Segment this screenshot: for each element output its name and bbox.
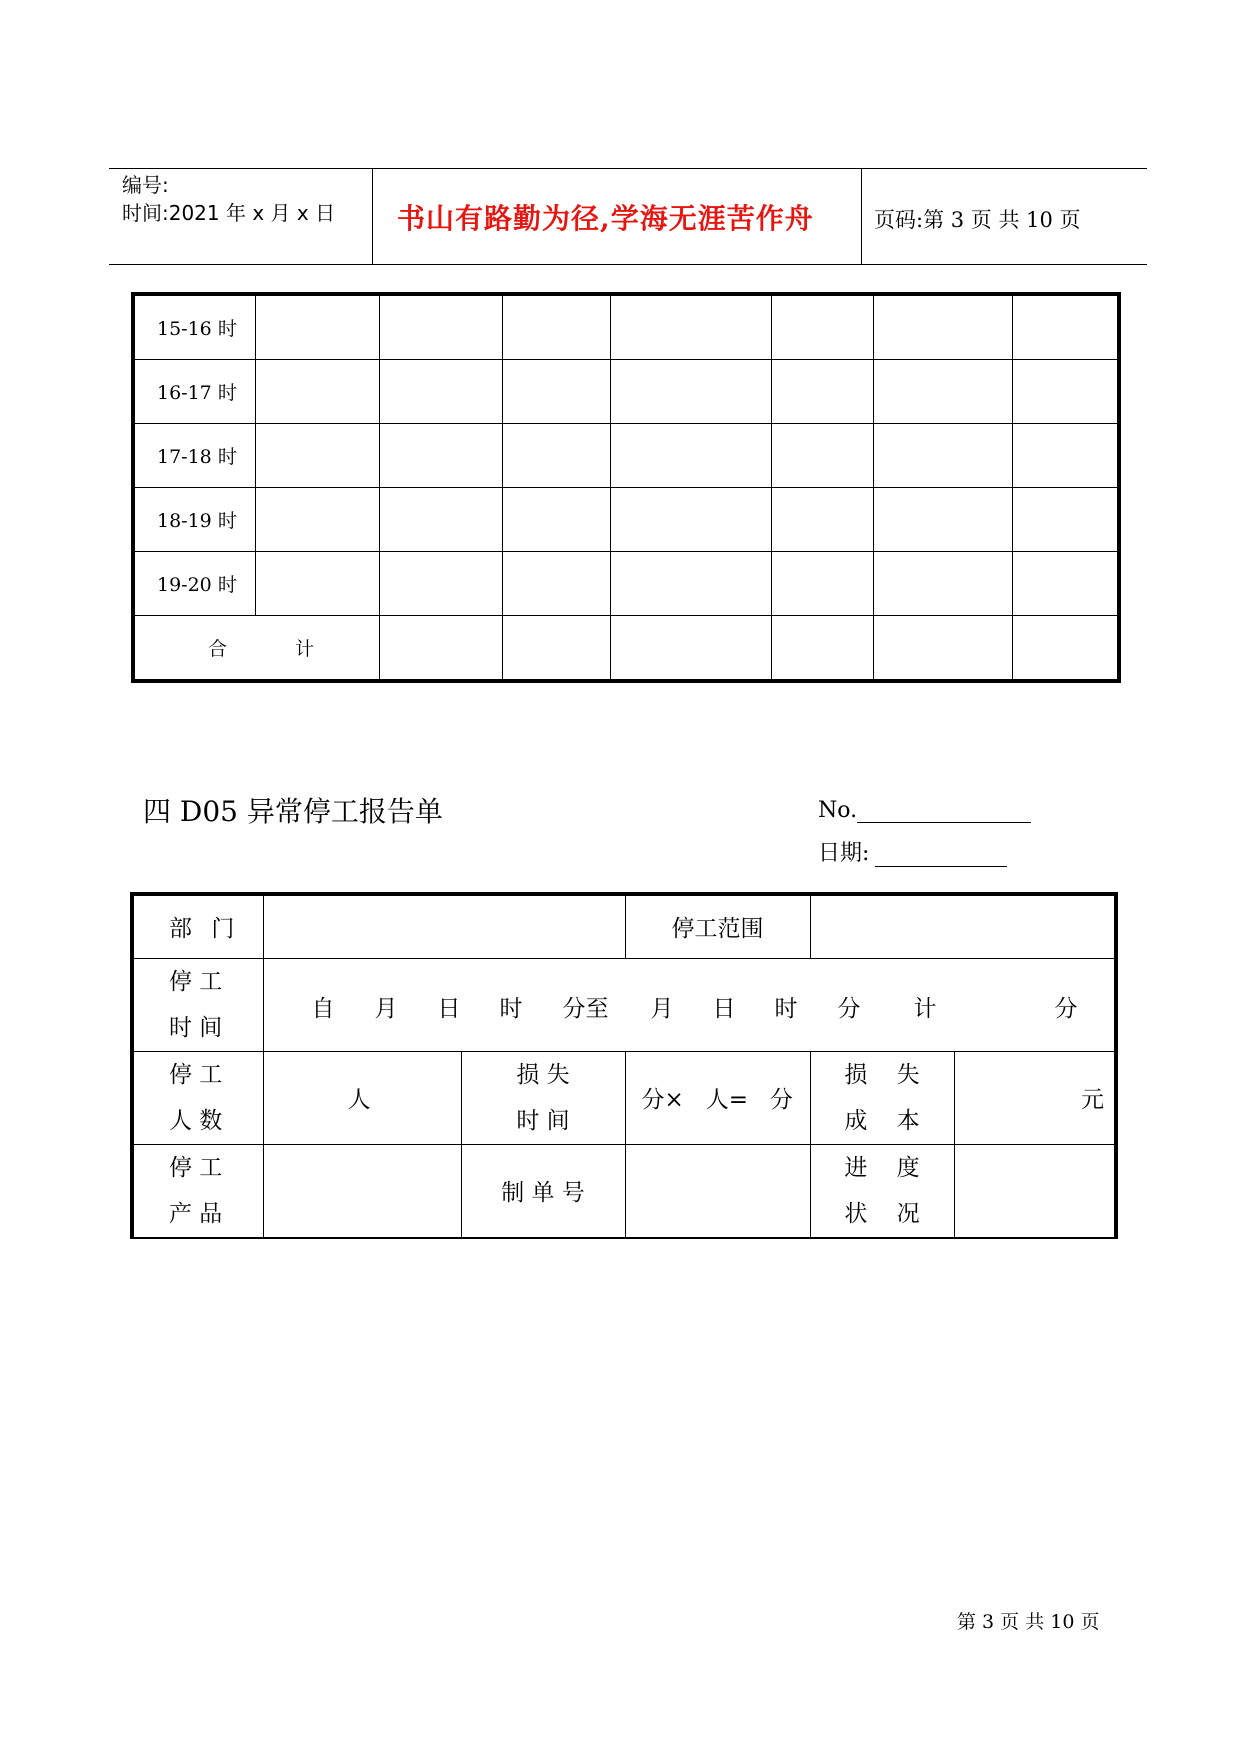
table-cell[interactable] — [502, 294, 610, 360]
table-cell[interactable] — [502, 488, 610, 552]
table-cell[interactable] — [379, 488, 502, 552]
table-row — [133, 294, 1119, 360]
people-unit: 人 — [347, 1087, 371, 1113]
time-total: 计 — [913, 995, 937, 1022]
loss-cost-label-2: 成 本 — [844, 1107, 920, 1134]
time-day-2: 日 — [712, 995, 736, 1022]
table-cell[interactable] — [379, 424, 502, 488]
cost-unit: 元 — [1081, 1087, 1104, 1113]
table-row-total — [133, 616, 1119, 682]
table-cell[interactable] — [1012, 294, 1119, 360]
order-label: 制 单 号 — [461, 1144, 625, 1238]
table-cell[interactable] — [255, 424, 379, 488]
table-cell[interactable] — [1012, 616, 1119, 682]
table-cell[interactable] — [873, 294, 1012, 360]
table-cell[interactable] — [873, 488, 1012, 552]
table-row — [132, 1144, 1116, 1238]
table-cell[interactable] — [379, 552, 502, 616]
table-cell[interactable] — [873, 552, 1012, 616]
table-cell[interactable] — [379, 616, 502, 682]
table-cell[interactable] — [610, 616, 771, 682]
hour-label: 19-20 时 — [133, 552, 255, 616]
dept-label-cell — [132, 894, 263, 958]
order-field[interactable] — [625, 1144, 810, 1238]
range-label: 停工范围 — [625, 894, 810, 958]
hour-label: 18-19 时 — [133, 488, 255, 552]
hour-label: 17-18 时 — [133, 424, 255, 488]
table-row — [133, 360, 1119, 424]
stop-time-label-cell — [132, 958, 263, 1051]
progress-label-1: 进 度 — [844, 1154, 920, 1181]
stoppage-report-table — [130, 892, 1118, 1239]
table-cell[interactable] — [610, 488, 771, 552]
table-cell[interactable] — [1012, 488, 1119, 552]
table-cell[interactable] — [771, 360, 873, 424]
time-day-1: 日 — [437, 995, 461, 1022]
people-label-1: 停 工 — [169, 1061, 223, 1088]
table-cell[interactable] — [1012, 360, 1119, 424]
hour-label: 15-16 时 — [133, 294, 255, 360]
table-cell[interactable] — [771, 488, 873, 552]
table-cell[interactable] — [255, 294, 379, 360]
table-cell[interactable] — [379, 294, 502, 360]
stop-time-label-2: 时 间 — [169, 1014, 223, 1041]
people-field[interactable] — [263, 1051, 461, 1144]
progress-label-cell — [810, 1144, 954, 1238]
table-row — [133, 488, 1119, 552]
table-cell[interactable] — [610, 424, 771, 488]
total-label-1: 合 — [208, 638, 228, 660]
header-page-info: 页码:第 3 页 共 10 页 — [874, 208, 1081, 232]
header-bottom-rule — [109, 264, 1147, 265]
table-row — [132, 958, 1116, 1051]
time-label: 时间:2021 年 x 月 x 日 — [122, 201, 336, 225]
dept-field[interactable] — [263, 894, 625, 958]
date-label: 日期: — [818, 841, 870, 866]
table-row — [133, 552, 1119, 616]
header-divider-left — [372, 168, 373, 264]
stop-time-field[interactable] — [263, 958, 1116, 1051]
cost-field[interactable] — [954, 1051, 1116, 1144]
dept-label-1: 部 — [169, 916, 192, 943]
header-meta — [122, 171, 335, 227]
product-label-1: 停 工 — [169, 1154, 223, 1181]
form-date — [818, 836, 1007, 867]
table-cell[interactable] — [771, 616, 873, 682]
total-label-2: 计 — [295, 638, 315, 660]
total-label — [133, 616, 379, 682]
table-cell[interactable] — [771, 424, 873, 488]
form-number — [818, 798, 1031, 823]
loss-time-label-1: 损 失 — [516, 1061, 570, 1088]
table-cell[interactable] — [1012, 552, 1119, 616]
table-cell[interactable] — [873, 424, 1012, 488]
time-month-1: 月 — [374, 995, 398, 1022]
table-cell[interactable] — [873, 616, 1012, 682]
dept-label-2: 门 — [211, 916, 235, 943]
product-label-cell — [132, 1144, 263, 1238]
stop-time-label-1: 停 工 — [169, 968, 223, 995]
form-title: 四 D05 异常停工报告单 — [143, 795, 443, 828]
table-cell[interactable] — [610, 360, 771, 424]
time-total-minutes: 分 — [1054, 995, 1078, 1022]
table-cell[interactable] — [610, 294, 771, 360]
table-cell[interactable] — [379, 360, 502, 424]
table-cell[interactable] — [771, 552, 873, 616]
time-minute-2: 分 — [837, 995, 861, 1022]
table-cell[interactable] — [255, 360, 379, 424]
header-top-rule — [109, 168, 1147, 169]
time-hour-1: 时 — [499, 995, 523, 1022]
table-cell[interactable] — [873, 360, 1012, 424]
people-label-2: 人 数 — [169, 1107, 223, 1134]
date-field[interactable] — [875, 844, 1007, 867]
loss-formula-field[interactable]: 分× 人= 分 — [625, 1051, 810, 1144]
footer-page: 第 3 页 共 10 页 — [957, 1611, 1100, 1633]
people-label-cell — [132, 1051, 263, 1144]
table-row — [132, 1051, 1116, 1144]
table-row — [133, 424, 1119, 488]
table-cell[interactable] — [255, 552, 379, 616]
table-cell[interactable] — [610, 552, 771, 616]
loss-time-label-2: 时 间 — [516, 1107, 570, 1134]
table-cell[interactable] — [771, 294, 873, 360]
product-field[interactable] — [263, 1144, 461, 1238]
table-cell[interactable] — [502, 552, 610, 616]
table-cell[interactable] — [502, 424, 610, 488]
hourly-table — [131, 292, 1121, 683]
loss-cost-label-1: 损 失 — [844, 1061, 920, 1088]
table-cell[interactable] — [502, 360, 610, 424]
product-label-2: 产 品 — [169, 1200, 223, 1227]
header-motto: 书山有路勤为径,学海无涯苦作舟 — [397, 202, 814, 235]
table-cell[interactable] — [1012, 424, 1119, 488]
hour-label: 16-17 时 — [133, 360, 255, 424]
time-from: 自 — [311, 995, 335, 1022]
progress-field[interactable] — [954, 1144, 1116, 1238]
header-divider-right — [861, 168, 862, 264]
loss-cost-label-cell — [810, 1051, 954, 1144]
serial-label: 编号: — [122, 173, 169, 197]
no-field[interactable] — [857, 800, 1031, 823]
table-cell[interactable] — [502, 616, 610, 682]
no-label: No. — [818, 798, 858, 823]
progress-label-2: 状 况 — [844, 1200, 920, 1227]
time-minute-to: 分至 — [562, 995, 609, 1022]
time-hour-2: 时 — [774, 995, 798, 1022]
range-field[interactable] — [810, 894, 1116, 958]
time-month-2: 月 — [650, 995, 674, 1022]
loss-time-label-cell — [461, 1051, 625, 1144]
table-cell[interactable] — [255, 488, 379, 552]
table-row — [132, 894, 1116, 958]
